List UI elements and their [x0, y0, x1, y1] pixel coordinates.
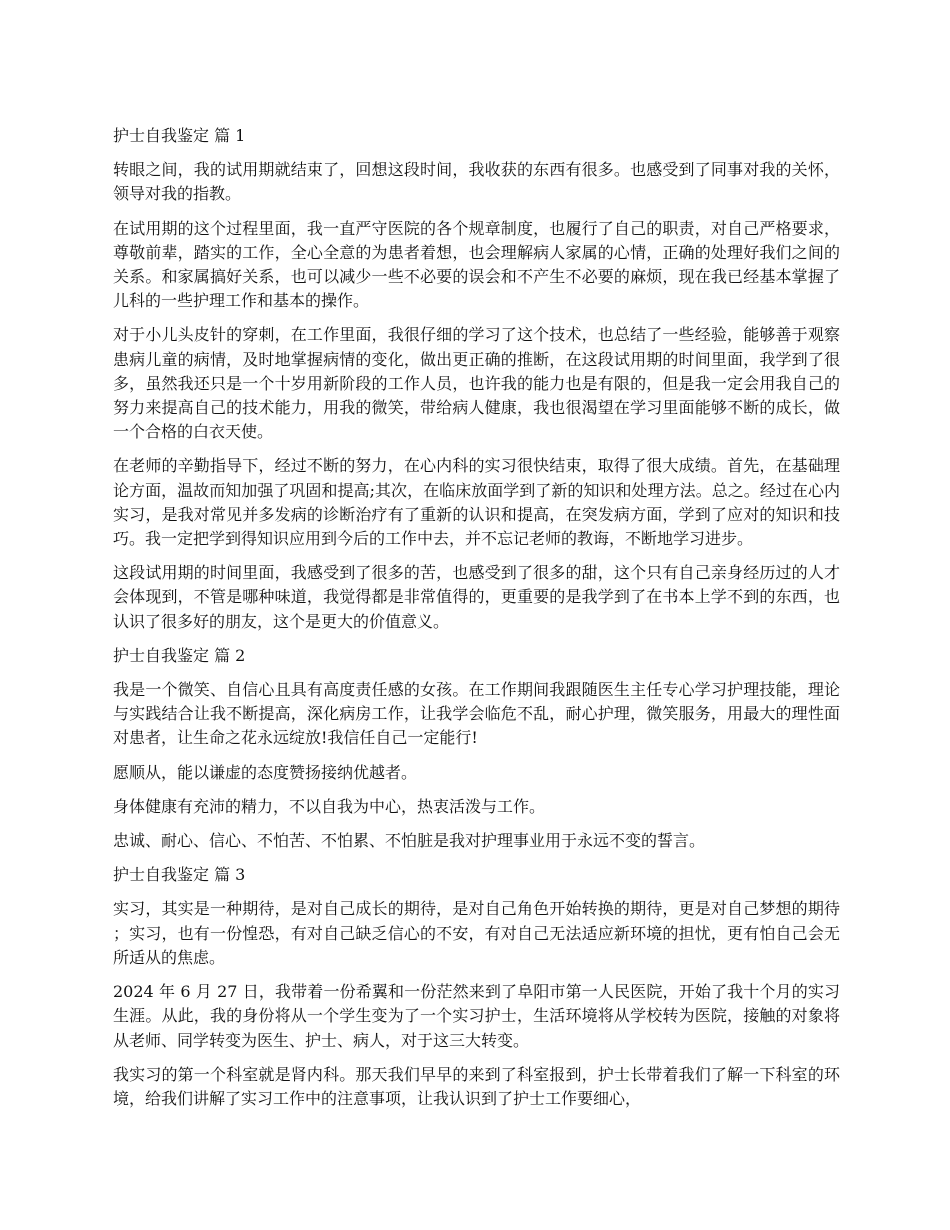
paragraph: 愿顺从，能以谦虚的态度赞扬接纳优越者。: [113, 762, 418, 782]
section-heading: 护士自我鉴定 篇 2: [113, 645, 246, 665]
paragraph: 在老师的辛勤指导下，经过不断的努力，在心内科的实习很快结束，取得了很大成绩。首先，在基础理论方面，温故而知加强了巩固和提高;其次，在临床放面学到了新的知识和处理方法。总之。经过在心内实习，是我对常见并多发病的诊断治疗有了重新的认识和提高，在突发病方面，学到了应对的知识和技巧。我一定把学到得知识应用到今后的工作中去，并不忘记老师的教诲，不断地学习进步。: [113, 456, 840, 549]
paragraph: 身体健康有充沛的精力，不以自我为中心，热衷活泼与工作。: [113, 796, 546, 816]
paragraph: 转眼之间，我的试用期就结束了，回想这段时间，我收获的东西有很多。也感受到了同事对我的关怀，领导对我的指教。: [113, 160, 840, 204]
paragraph: 在试用期的这个过程里面，我一直严守医院的各个规章制度，也履行了自己的职责，对自己严格要求，尊敬前辈，踏实的工作，全心全意的为患者着想，也会理解病人家属的心情，正确的处理好我们之间的关系。和家属搞好关系，也可以减少一些不必要的误会和不产生不必要的麻烦，现在我已经基本掌握了儿科的一些护理工作和基本的操作。: [113, 218, 840, 311]
document-body: [113, 124, 840, 1121]
paragraph: 忠诚、耐心、信心、不怕苦、不怕累、不怕脏是我对护理事业用于永远不变的誓言。: [113, 831, 706, 851]
paragraph: 我是一个微笑、自信心且具有高度责任感的女孩。在工作期间我跟随医生主任专心学习护理技能，理论与实践结合让我不断提高，深化病房工作，让我学会临危不乱，耐心护理，微笑服务，用最大的理性面对患者，让生命之花永远绽放!我信任自己一定能行!: [113, 680, 840, 748]
paragraph: 这段试用期的时间里面，我感受到了很多的苦，也感受到了很多的甜，这个只有自己亲身经历过的人才会体现到，不管是哪种味道，我觉得都是非常值得的，更重要的是我学到了在书本上学不到的东西，也认识了很多好的朋友，这个是更大的价值意义。: [113, 563, 840, 631]
paragraph: 对于小儿头皮针的穿刺，在工作里面，我很仔细的学习了这个技术，也总结了一些经验，能够善于观察患病儿童的病情，及时地掌握病情的变化，做出更正确的推断，在这段试用期的时间里面，我学到了很多，虽然我还只是一个十岁用新阶段的工作人员，也许我的能力也是有限的，但是我一定会用我自己的努力来提高自己的技术能力，用我的微笑，带给病人健康，我也很渴望在学习里面能够不断的成长，做一个合格的白衣天使。: [113, 325, 840, 442]
section-heading: 护士自我鉴定 篇 3: [113, 865, 246, 885]
paragraph: 我实习的第一个科室就是肾内科。那天我们早早的来到了科室报到，护士长带着我们了解一下科室的环境，给我们讲解了实习工作中的注意事项，让我认识到了护士工作要细心，: [113, 1064, 840, 1108]
section-heading: 护士自我鉴定 篇 1: [113, 126, 246, 145]
paragraph: 实习，其实是一种期待，是对自己成长的期待，是对自己角色开始转换的期待，更是对自己梦想的期待；实习，也有一份惶恐，有对自己缺乏信心的不安，有对自己无法适应新环境的担忧，更有怕自己会无所适从的焦虑。: [113, 899, 840, 967]
paragraph: 2024 年 6 月 27 日，我带着一份希翼和一份茫然来到了阜阳市第一人民医院，开始了我十个月的实习生涯。从此，我的身份将从一个学生变为了一个实习护士，生活环境将从学校转为医院，接触的对象将从老师、同学转变为医生、护士、病人，对于这三大转变。: [113, 982, 840, 1050]
